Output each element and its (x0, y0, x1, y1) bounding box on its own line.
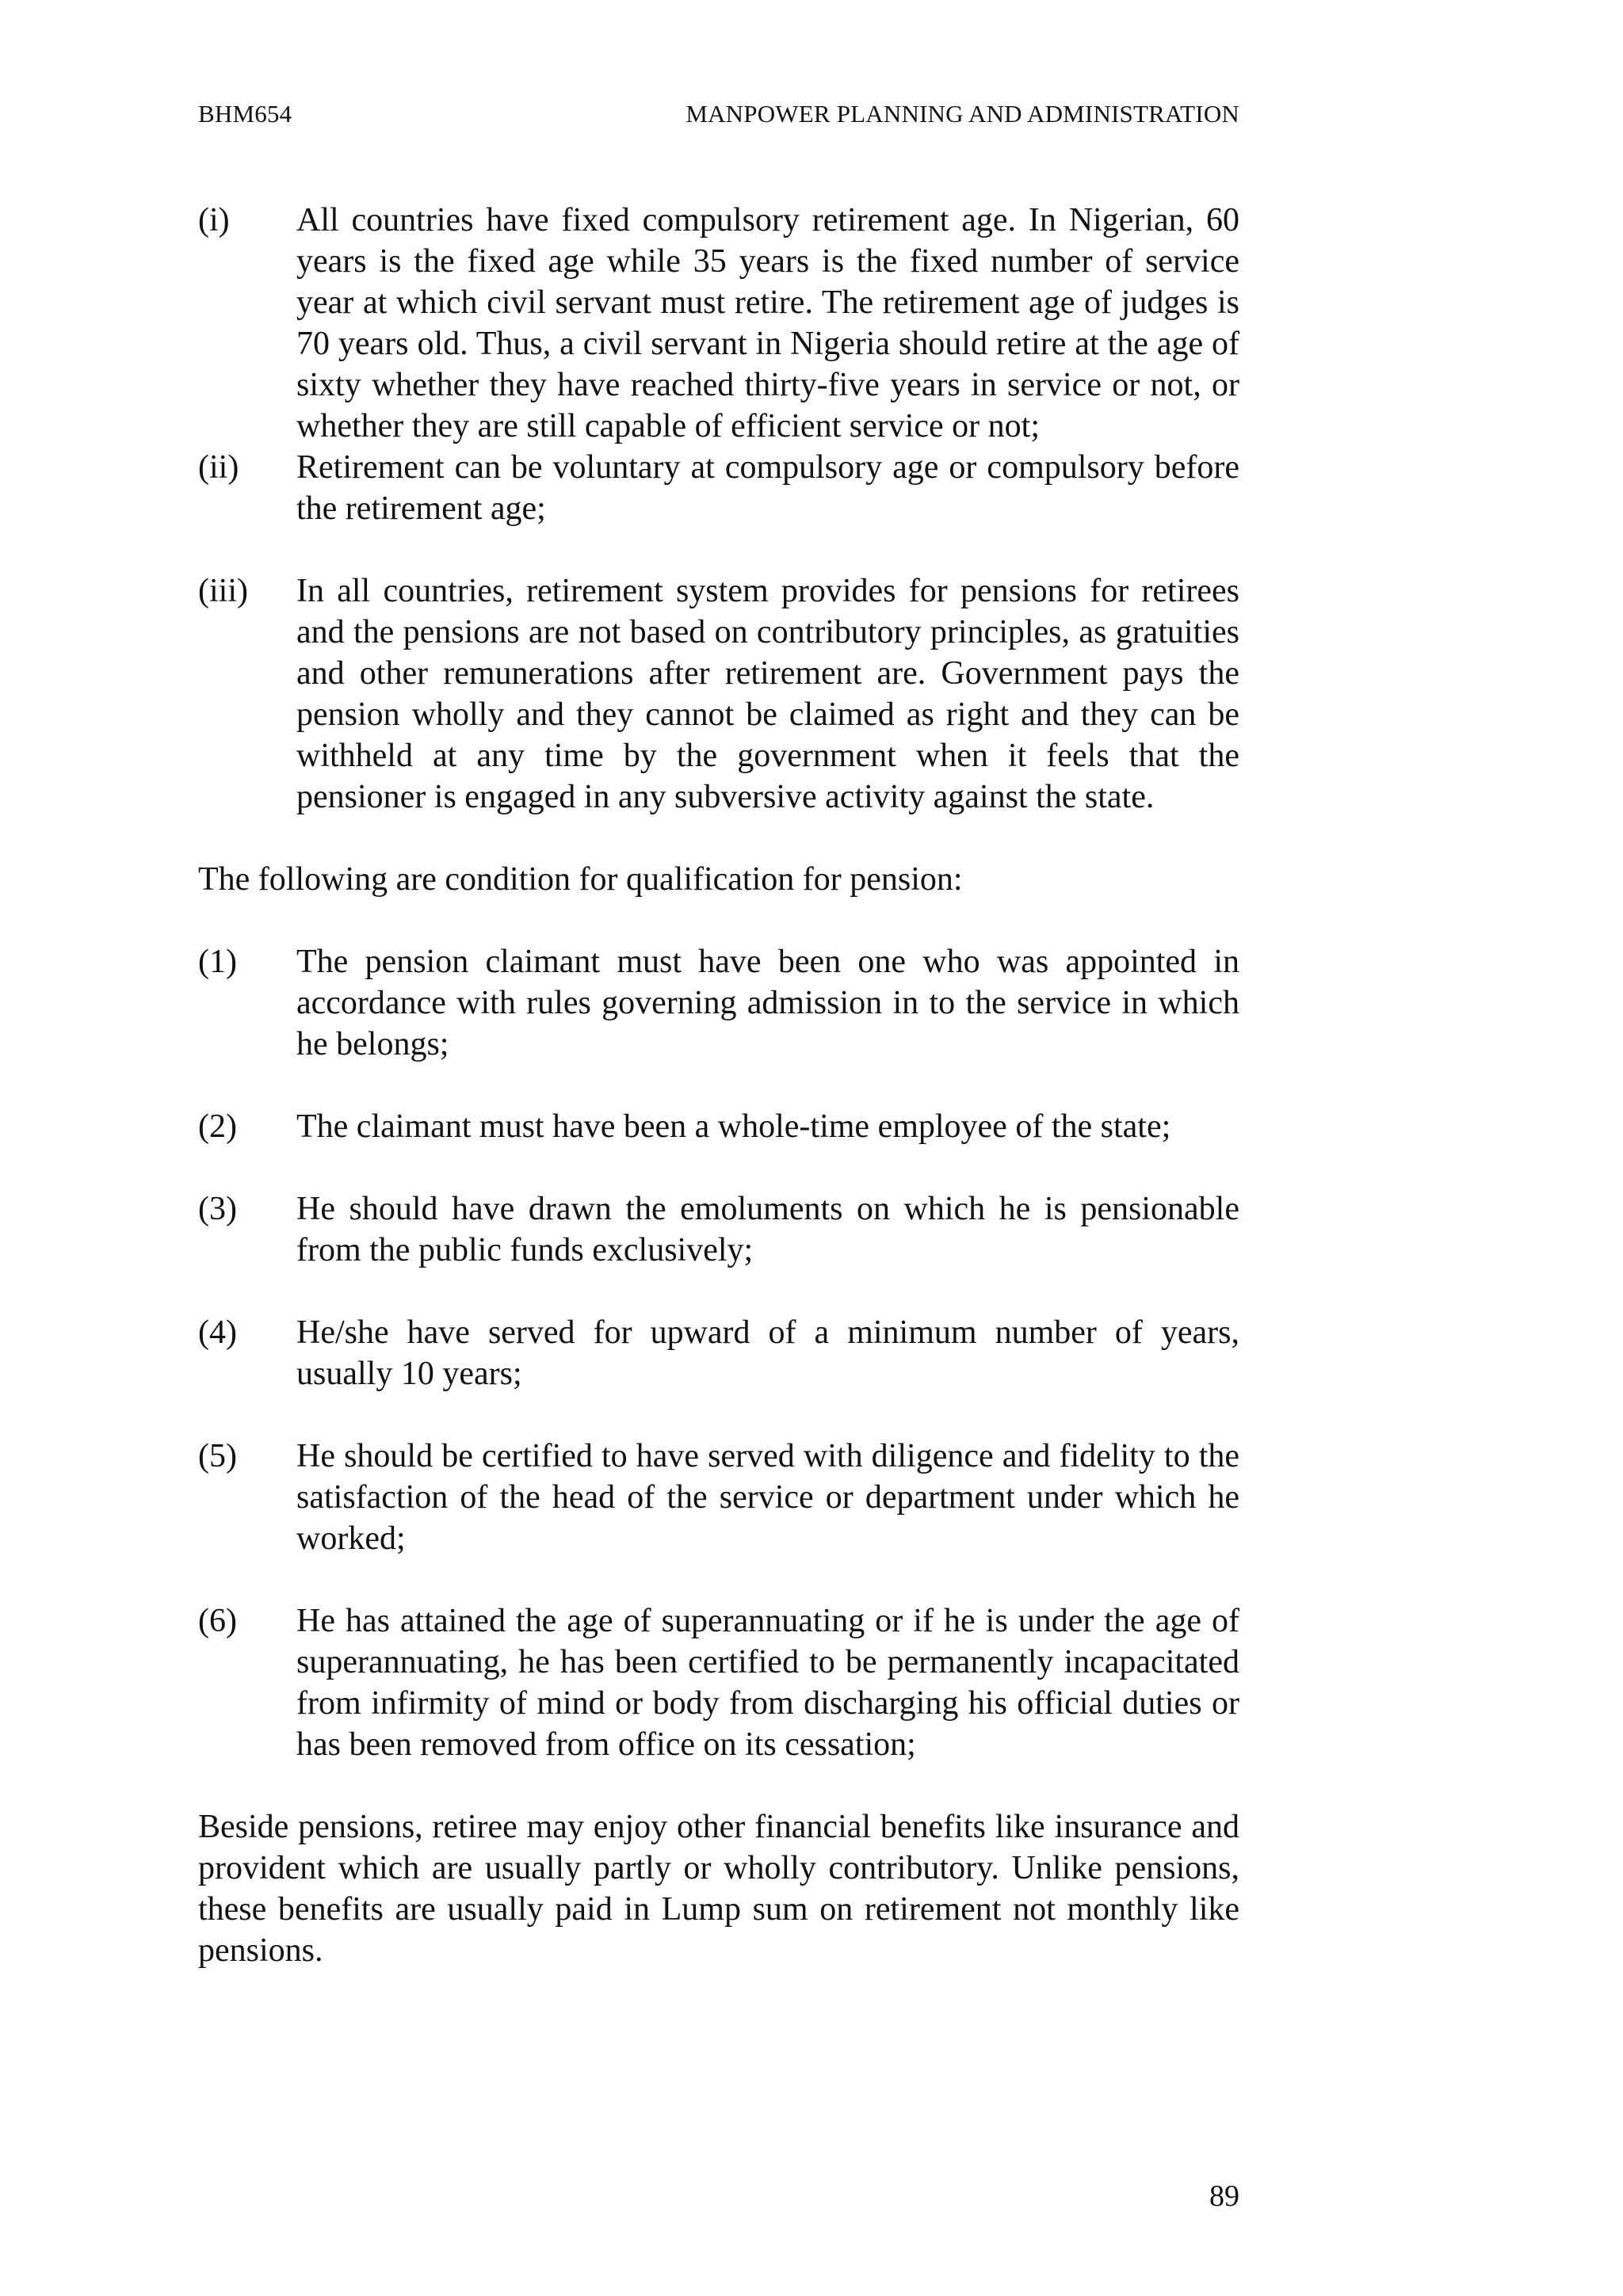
list-marker: (4) (198, 1314, 237, 1351)
list-marker: (iii) (198, 573, 248, 609)
document-page (198, 0, 1239, 2296)
list-marker: (i) (198, 202, 230, 238)
list-item-text: He has attained the age of superannuating or if he is under the age of superannuating, he has been certified to be permanently incapacitated from infirmity of mind or body from discharging his official duties or has been removed from office on its cessation; (296, 1603, 1239, 1763)
list-item-text: Retirement can be voluntary at compulsory age or compulsory before the retirement age; (296, 449, 1239, 527)
page-content (198, 200, 1239, 1971)
list-item-text: The claimant must have been a whole-time employee of the state; (296, 1108, 1171, 1145)
list-item-text: In all countries, retirement system provides for pensions for retirees and the pensions are not based on contributory principles, as gratuities and other remunerations after retirement are. Government pays the pension wholly and they cannot be claimed as right and they can be withheld at any time by the government when it feels that the pensioner is engaged in any subversive activity against the state. (296, 573, 1239, 815)
list-item-ii (198, 447, 1239, 529)
list-marker: (ii) (198, 449, 239, 486)
list-marker: (3) (198, 1191, 237, 1227)
condition-item-2 (198, 1106, 1239, 1147)
course-code: BHM654 (198, 100, 292, 128)
running-header (198, 100, 1239, 128)
closing-paragraph: Beside pensions, retiree may enjoy other financial benefits like insurance and provident which are usually partly or wholly contributory. Unlike pensions, these benefits are usually paid in Lump sum on retirement not monthly like pensions. (198, 1809, 1239, 1969)
list-item-text: He should have drawn the emoluments on which he is pensionable from the public funds exclusively; (296, 1191, 1239, 1268)
list-item-text: He/she have served for upward of a minimum number of years, usually 10 years; (296, 1314, 1239, 1392)
list-item-iii (198, 570, 1239, 818)
list-marker: (1) (198, 944, 237, 980)
list-marker: (6) (198, 1603, 237, 1639)
course-title: MANPOWER PLANNING AND ADMINISTRATION (685, 100, 1239, 128)
condition-item-4 (198, 1312, 1239, 1394)
page-number: 89 (1209, 2180, 1239, 2213)
list-item-text: He should be certified to have served with diligence and fidelity to the satisfaction of the head of the service or department under which he worked; (296, 1438, 1239, 1557)
condition-item-6 (198, 1600, 1239, 1765)
list-marker: (2) (198, 1108, 237, 1145)
list-item-text: The pension claimant must have been one who was appointed in accordance with rules governing admission in to the service in which he belongs; (296, 944, 1239, 1062)
qualification-intro: The following are condition for qualification for pension: (198, 861, 963, 898)
list-item-i (198, 200, 1239, 447)
list-marker: (5) (198, 1438, 237, 1474)
condition-item-1 (198, 941, 1239, 1065)
condition-item-5 (198, 1436, 1239, 1559)
condition-item-3 (198, 1188, 1239, 1271)
list-item-text: All countries have fixed compulsory retirement age. In Nigerian, 60 years is the fixed age while 35 years is the fixed number of service year at which civil servant must retire. The retirement age of judges is 70 years old. Thus, a civil servant in Nigeria should retire at the age of sixty whether they have reached thirty-five years in service or not, or whether they are still capable of efficient service or not; (296, 202, 1239, 444)
